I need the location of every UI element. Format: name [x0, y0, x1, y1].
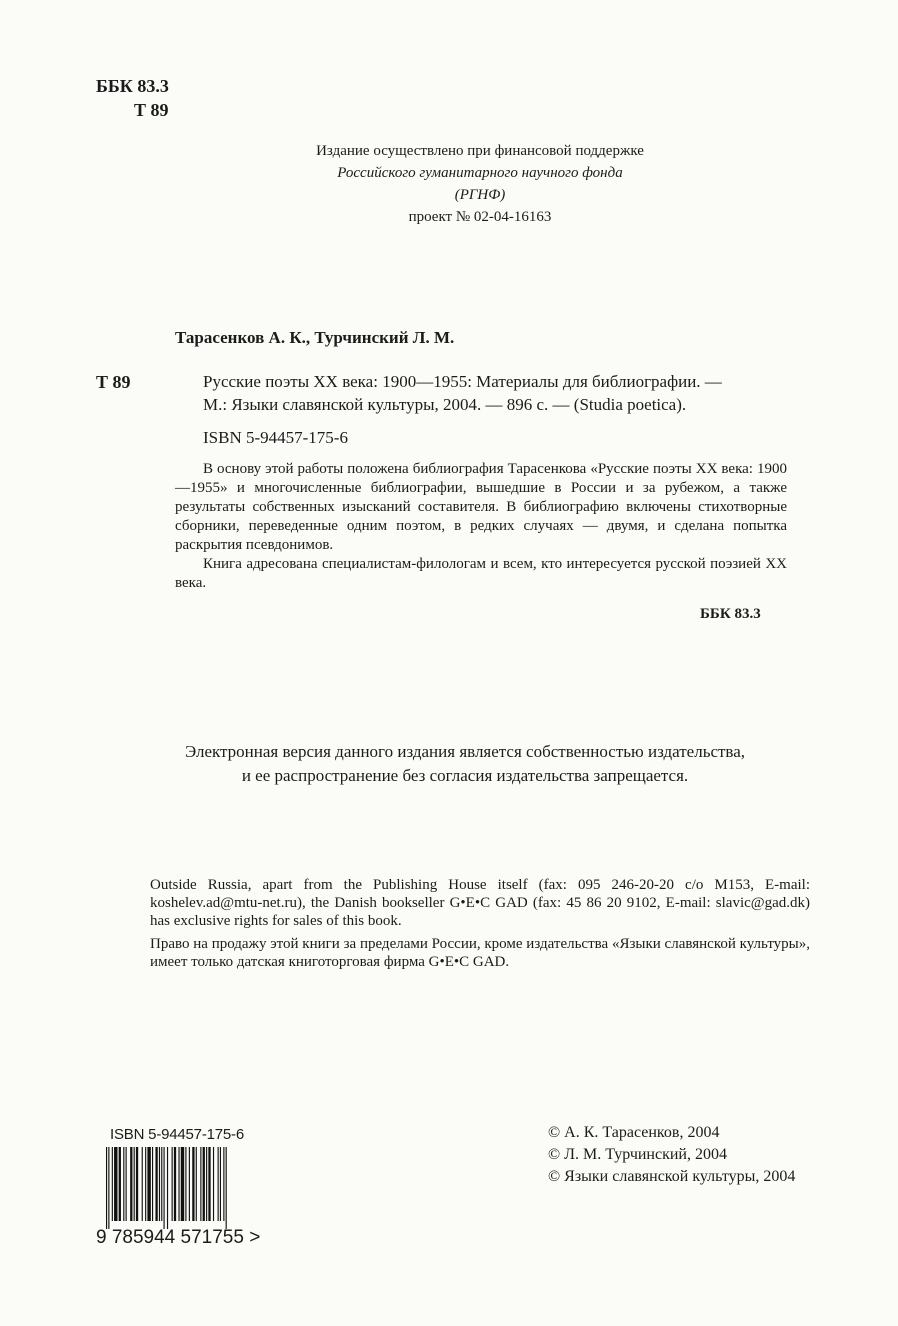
copyright-line-1: © А. К. Тарасенков, 2004	[548, 1124, 720, 1141]
abstract-paragraph-2: Книга адресована специалистам-филологам и всем, кто интересуется русской поэзией XX века.	[175, 556, 787, 591]
barcode-bar	[213, 1147, 214, 1221]
barcode-bar	[142, 1147, 143, 1221]
bbk-header	[96, 74, 169, 122]
show-through-ghost	[180, 60, 192, 113]
electronic-notice	[120, 740, 810, 788]
barcode-bar	[174, 1147, 176, 1221]
abstract	[175, 460, 787, 593]
barcode-bar	[114, 1147, 117, 1221]
barcode-bar	[185, 1147, 186, 1221]
funding-line-2: Российского гуманитарного научного фонда	[337, 165, 623, 181]
barcode-bar	[203, 1147, 205, 1221]
abstract-paragraph-1: В основу этой работы положена библиография Тарасенкова «Русские поэты XX века: 1900—1955» и многочисленные библиографии, вышедшие в России и за рубежом, а также результаты собственных изысканий составителя. В библиографию включены стихотворные сборники, переведенные одним поэтом, в редких случаях — двумя, и сделана попытка раскрытия псевдонимов.	[175, 461, 787, 553]
barcode-bar	[108, 1147, 109, 1229]
barcode-bar	[206, 1147, 207, 1221]
barcode-bar	[112, 1147, 113, 1221]
sales-rights-russian: Право на продажу этой книги за пределами России, кроме издательства «Языки славянской культуры», имеет только датская книготорговая фирма G•E•C GAD.	[150, 936, 810, 970]
barcode-bar	[223, 1147, 224, 1221]
barcode-bar	[159, 1147, 160, 1221]
author-mark-top: Т 89	[134, 100, 169, 120]
electronic-notice-line-1: Электронная версия данного издания является собственностью издательства,	[184, 742, 746, 761]
barcode-bar	[220, 1147, 221, 1221]
electronic-notice-line-2: и ее распространение без согласия издательства запрещается.	[241, 766, 689, 785]
barcode-digits: 9 785944 571755 >	[96, 1227, 261, 1248]
barcode-bar	[178, 1147, 179, 1221]
funding-notice	[240, 140, 720, 228]
barcode-bar	[130, 1147, 132, 1221]
barcode-bar	[196, 1147, 197, 1221]
funding-line-3: (РГНФ)	[454, 187, 506, 203]
bib-line-2: М.: Языки славянской культуры, 2004. — 896 с. — (Studia poetica).	[203, 395, 687, 414]
bbk-code: ББК 83.3	[96, 76, 169, 96]
barcode-bar	[136, 1147, 138, 1221]
catalog-authors: Тарасенков А. К., Турчинский Л. М.	[175, 328, 455, 347]
barcode-bar	[123, 1147, 124, 1221]
barcode-bar	[172, 1147, 173, 1221]
barcode-bar	[192, 1147, 194, 1221]
author-mark-catalog: Т 89	[96, 372, 131, 392]
barcode-bar	[181, 1147, 184, 1221]
barcode-isbn-label: ISBN 5-94457-175-6	[110, 1126, 244, 1143]
barcode-bar	[200, 1147, 201, 1221]
barcode-bar	[145, 1147, 146, 1221]
barcode-bar	[161, 1147, 162, 1221]
bbk-footer-code: ББК 83.3	[700, 606, 761, 622]
sales-rights	[150, 876, 810, 976]
barcode-bar	[167, 1147, 168, 1229]
barcode-bar	[208, 1147, 210, 1221]
barcode-bar	[226, 1147, 227, 1229]
funding-line-4: проект № 02-04-16163	[408, 209, 552, 225]
barcode-bar	[134, 1147, 135, 1221]
copyright-line-2: © Л. М. Турчинский, 2004	[548, 1146, 727, 1163]
sales-rights-english: Outside Russia, apart from the Publishing House itself (fax: 095 246-20-20 c/o M153, E-mail: koshelev.ad@mtu-net.ru), the Danish bookseller G•E•C GAD (fax: 45 86 20 9102, E-mail: slavic@gad.dk) has exclusive rights for sales of this book.	[150, 877, 810, 929]
isbn-barcode	[96, 1126, 286, 1258]
barcode-bar	[164, 1147, 165, 1229]
barcode-bar	[189, 1147, 190, 1221]
barcode-bar	[126, 1147, 127, 1221]
barcode-bar	[152, 1147, 153, 1221]
bib-line-1: Русские поэты XX века: 1900—1955: Материалы для библиографии. —	[203, 372, 722, 391]
barcode-bar	[119, 1147, 121, 1221]
bibliographic-description	[203, 370, 788, 416]
barcode-bar	[155, 1147, 157, 1221]
barcode-bars	[106, 1147, 274, 1229]
barcode-bar	[106, 1147, 107, 1229]
barcode-bar	[218, 1147, 219, 1221]
barcode-bar	[147, 1147, 150, 1221]
copyright-line-3: © Языки славянской культуры, 2004	[548, 1168, 796, 1185]
copyright-block	[548, 1122, 795, 1188]
funding-line-1: Издание осуществлено при финансовой поддержке	[316, 143, 644, 159]
catalog-isbn: ISBN 5-94457-175-6	[203, 428, 348, 447]
